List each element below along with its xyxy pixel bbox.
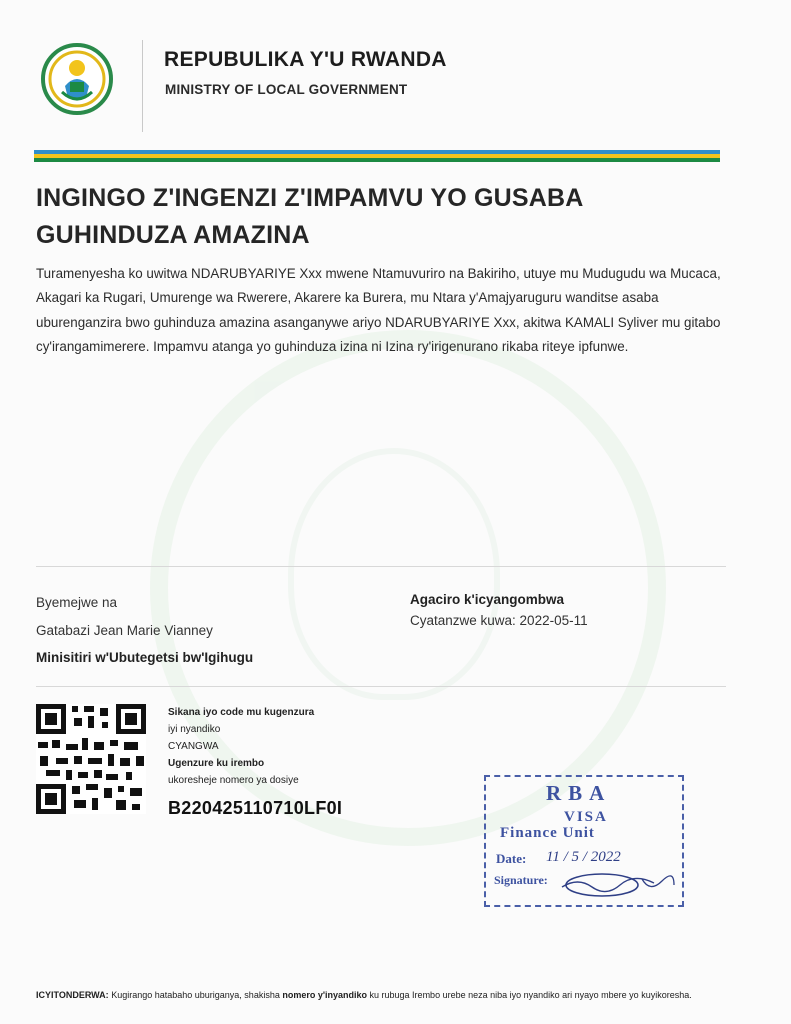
document-number: B220425110710LF0I <box>168 798 343 818</box>
stamp-visa: VISA <box>564 809 608 825</box>
approved-by-label: Byemejwe na <box>36 595 118 610</box>
rwanda-emblem-icon <box>40 42 114 116</box>
notice-emphasis: nomero y'inyandiko <box>282 990 368 1000</box>
letterhead <box>36 36 726 136</box>
notice-text-2: ku rubuga Irembo urebe neza niba iyo nyandiko ari nyayo mbere yo kuyikoresha. <box>369 990 692 1000</box>
verify-line-4: Ugenzure ku irembo <box>168 758 265 769</box>
fee-label: Agaciro k'icyangombwa <box>410 592 565 607</box>
verify-line-3: CYANGWA <box>168 741 219 752</box>
stamp-date-label: Date: <box>496 851 527 866</box>
divider-top <box>36 566 726 567</box>
republic-name: REPUBULIKA Y'U RWANDA <box>164 48 447 71</box>
notice-label: ICYITONDERWA: <box>36 990 109 1000</box>
approver-name: Gatabazi Jean Marie Vianney <box>36 623 213 638</box>
approver-role: Minisitiri w'Ubutegetsi bw'Igihugu <box>36 650 254 665</box>
verify-line-5: ukoresheje nomero ya dosiye <box>168 775 299 786</box>
stamp-unit: Finance Unit <box>500 825 595 841</box>
issued-date: Cyatanzwe kuwa: 2022-05-11 <box>410 613 588 628</box>
verify-line-1: Sikana iyo code mu kugenzura <box>168 707 315 718</box>
verification-instructions <box>168 704 314 789</box>
body-paragraph: Turamenyesha ko uwitwa NDARUBYARIYE Xxx mwene Ntamuvuriro na Bakiriho, utuye mu Mudugudu wa Mucaca, Akagari ka Rugari, Umurenge wa Rwerere, Akarere ka Burera, mu Ntara y'Amajyaruguru wanditse asaba uburenganzira bwo guhinduza amazina asanganywe ariyo NDARUBYARIYE Xxx, akitwa KAMALI Syliver mu gitabo cy'irangamimerere. Impamvu atanga yo guhinduza izina ni Izina ry'irigenurano rikaba riteye ipfunwe. <box>36 266 721 355</box>
title-line-1: INGINGO Z'INGENZI Z'IMPAMVU YO GUSABA <box>36 184 584 212</box>
document-title <box>36 180 736 254</box>
signature-scribble-icon <box>558 869 676 901</box>
qr-code[interactable] <box>36 704 146 814</box>
notice-text-1: Kugirango hatabaho uburiganya, shakisha <box>111 990 280 1000</box>
title-line-2: GUHINDUZA AMAZINA <box>36 221 310 249</box>
divider-bottom <box>36 686 726 687</box>
header-divider <box>142 40 143 132</box>
rba-finance-stamp <box>484 775 684 907</box>
stamp-date-value: 11 / 5 / 2022 <box>546 849 621 865</box>
notice <box>36 987 736 1004</box>
stamp-org: RBA <box>546 781 612 805</box>
stamp-signature-label: Signature: <box>494 873 548 887</box>
verify-line-2: iyi nyandiko <box>168 724 221 735</box>
flag-stripe <box>34 150 720 163</box>
ministry-name: MINISTRY OF LOCAL GOVERNMENT <box>165 82 408 97</box>
